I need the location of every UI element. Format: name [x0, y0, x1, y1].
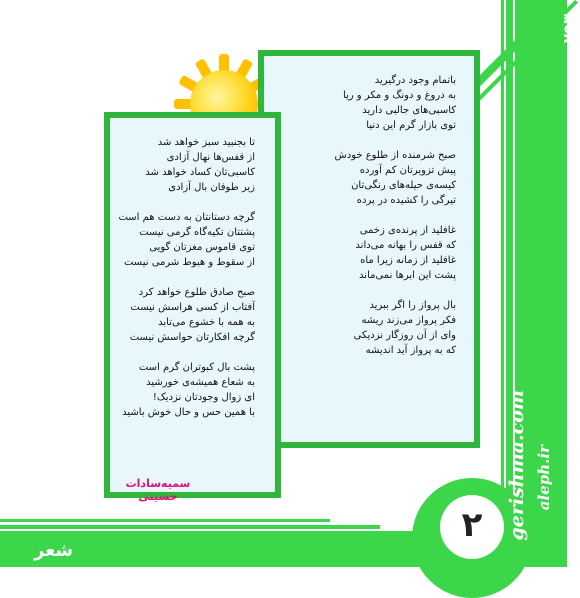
top-number: ۷۹۳ — [559, 14, 578, 44]
poem-line: کیسه‌ی حیله‌های رنگی‌تان — [351, 180, 456, 191]
poem-line: با همین حس و حال خوش باشید — [122, 407, 255, 418]
poem-line: پشت بال کبوتران گرم است — [138, 362, 255, 373]
stanza — [118, 285, 255, 345]
bottom-green-line — [0, 519, 330, 522]
right-green-stripe-thin — [501, 0, 504, 567]
poem-line: غافلید از پرنده‌ی زخمی — [359, 225, 456, 236]
author-name: سمیه‌سادات حسینی — [125, 477, 191, 503]
poem-line: صبح صادق طلوع خواهد کرد — [138, 287, 255, 298]
stanza — [274, 73, 456, 133]
poem-line: صبح شرمنده از طلوع خودش — [334, 150, 456, 161]
poem-line: گرچه دستانتان به دست هم است — [118, 212, 255, 223]
poem-line: پشت این ابرها نمی‌ماند — [359, 270, 456, 281]
poem-line: بال پرواز را اگر ببرید — [369, 300, 456, 311]
poem-line: وای از آن روزگار نزدیکی — [353, 330, 456, 341]
poem-line: توی بازار گرم این دنیا — [366, 120, 456, 131]
poem-line: از سقوط و هبوط شرمی نیست — [123, 257, 255, 268]
poem-line: از قفس‌ها نهال آزادی — [166, 152, 255, 163]
stanza — [118, 135, 255, 195]
stanza — [274, 298, 456, 358]
poem-line: به دروغ و دونگ و مکر و ریا — [342, 90, 456, 101]
poem-line: گرچه افکارتان حواسش نیست — [129, 332, 255, 343]
website-text-secondary: aleph.ir — [535, 445, 553, 511]
section-label: شعر — [34, 540, 74, 561]
stanza — [118, 360, 255, 420]
poem-panel-left — [104, 112, 281, 498]
poem-line: توی قاموس مغزتان گویی — [149, 242, 255, 253]
poem-line: به همه با خشوع می‌تابد — [158, 317, 255, 328]
poem-line: که به پرواز آید اندیشه — [365, 345, 456, 356]
poem-line: که قفس را بهانه می‌داند — [355, 240, 456, 251]
poem-line: تیرگی را کشیده در پرده — [356, 195, 456, 206]
poem-line: پشتتان تکیه‌گاه گرمی نیست — [139, 227, 255, 238]
poem-line: به شعاع همیشه‌ی خورشید — [146, 377, 255, 388]
poem-line: باتمام وجود درگیرید — [374, 75, 456, 86]
bottom-green-line — [0, 525, 380, 529]
poem-line: پیش تزویرتان کم آورده — [359, 165, 456, 176]
poem-panel-right — [258, 50, 480, 448]
poem-line: کاسبی‌تان کساد خواهد شد — [145, 167, 255, 178]
page-number: ۲ — [461, 505, 483, 545]
poem-line: آفتاب از کسی هراسش نیست — [130, 302, 255, 313]
poem-line: کاسبی‌های جالبی دارید — [362, 105, 456, 116]
stanza — [118, 210, 255, 270]
poem-line: زیر طوفان بال آزادی — [168, 182, 255, 193]
poem-line: فکر پرواز می‌زند ریشه — [361, 315, 456, 326]
stanza — [274, 223, 456, 283]
poem-line: غافلید از زمانه زیرا ماه — [360, 255, 456, 266]
poem-line: تا بجنبید سبز خواهد شد — [157, 137, 255, 148]
website-text: gerishma.com — [506, 390, 528, 541]
poem-line: ای زوال وجودتان نزدیک! — [152, 392, 255, 403]
stanza — [274, 148, 456, 208]
